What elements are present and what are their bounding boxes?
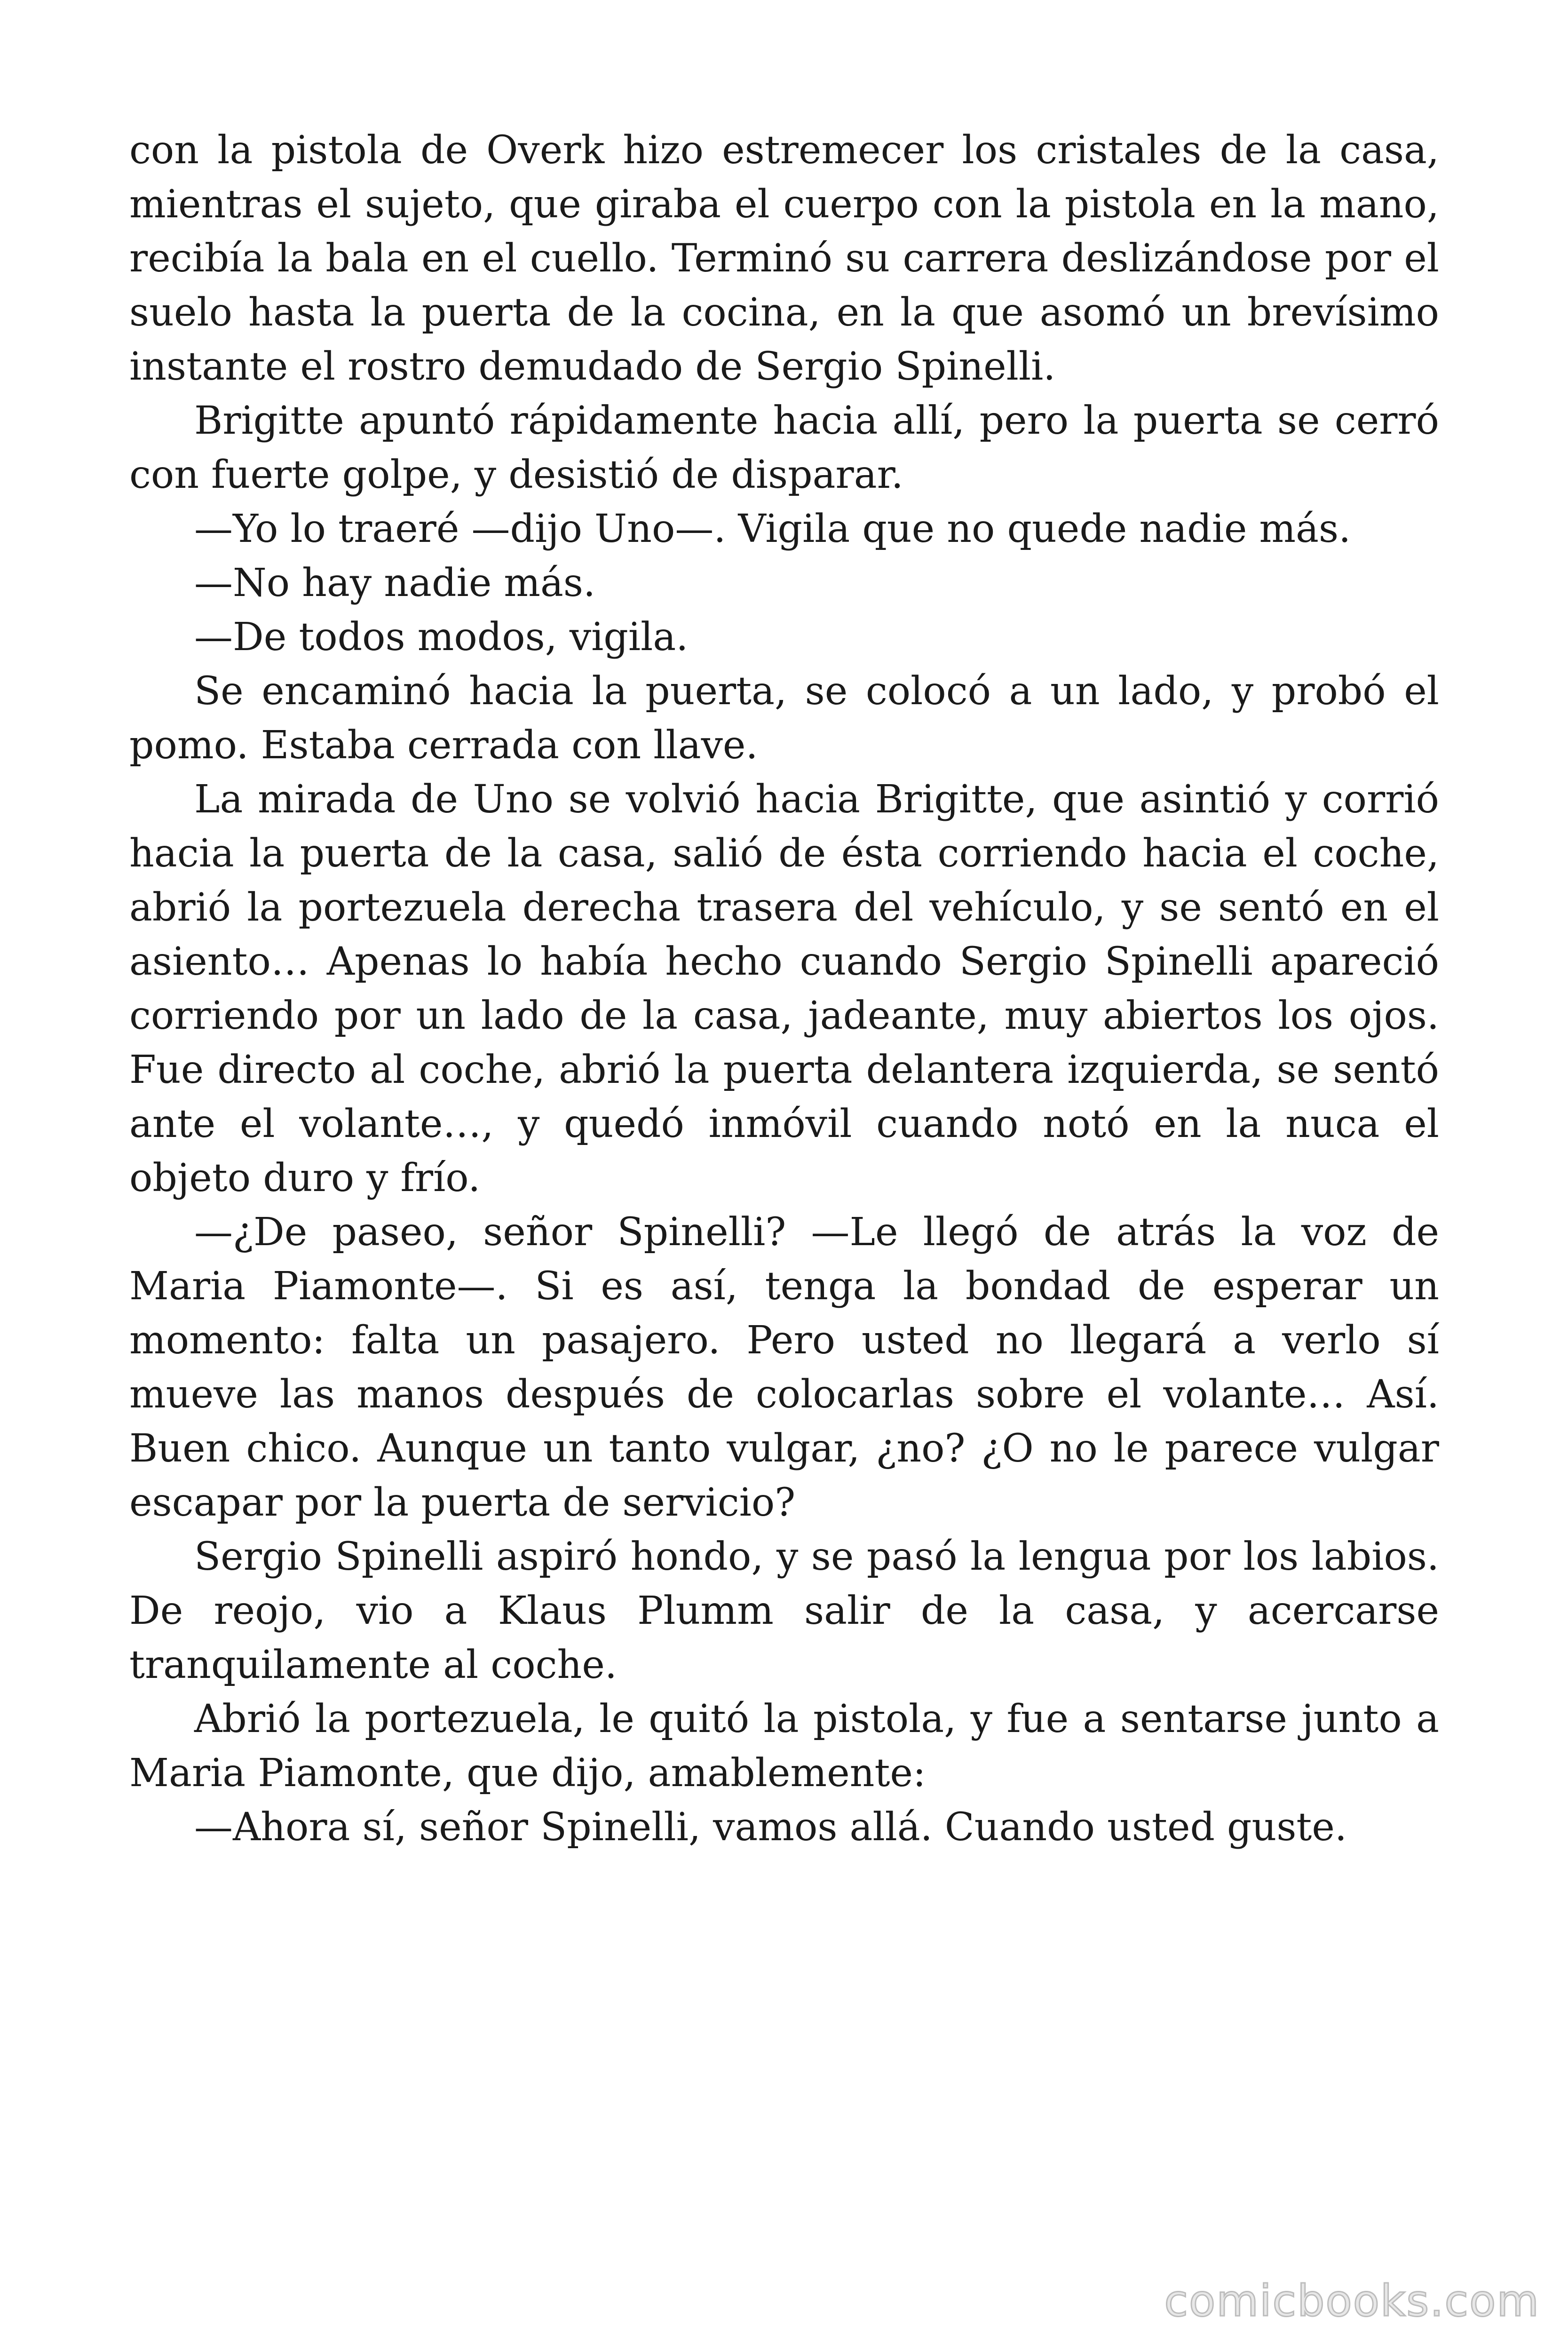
paragraph: La mirada de Uno se volvió hacia Brigitte, que asintió y corrió hacia la puerta de la casa, salió de ésta corriendo hacia el coche, abrió la portezuela derecha trasera del vehículo, y se sentó en el asiento… Apenas lo había hecho cuando Sergio Spinelli apareció corriendo por un lado de la casa, jadeante, muy abiertos los ojos. Fue directo al coche, abrió la puerta delantera izquierda, se sentó ante el volante…, y quedó inmóvil cuando notó en la nuca el objeto duro y frío. xyxy=(129,777,1439,1200)
paragraph: —Yo lo traeré —dijo Uno—. Vigila que no quede nadie más. xyxy=(194,507,1351,551)
paragraph: —De todos modos, vigila. xyxy=(194,615,689,660)
paragraph: —No hay nadie más. xyxy=(194,561,596,605)
paragraph: Se encaminó hacia la puerta, se colocó a un lado, y probó el pomo. Estaba cerrada con llave. xyxy=(129,669,1439,768)
paragraph: Abrió la portezuela, le quitó la pistola, y fue a sentarse junto a Maria Piamonte, que dijo, amablemente: xyxy=(129,1697,1439,1796)
paragraph: Sergio Spinelli aspiró hondo, y se pasó la lengua por los labios. De reojo, vio a Klaus Plumm salir de la casa, y acercarse tranquilamente al coche. xyxy=(129,1534,1439,1687)
paragraph: Brigitte apuntó rápidamente hacia allí, pero la puerta se cerró con fuerte golpe, y desistió de disparar. xyxy=(129,398,1439,497)
paragraph: con la pistola de Overk hizo estremecer los cristales de la casa, mientras el sujeto, que giraba el cuerpo con la pistola en la mano, recibía la bala en el cuello. Terminó su carrera deslizándose por el suelo hasta la puerta de la cocina, en la que asomó un brevísimo instante el rostro demudado de Sergio Spinelli. xyxy=(129,128,1439,389)
watermark: comicbooks.com xyxy=(1164,2276,1540,2326)
body-text xyxy=(129,123,1439,1854)
paragraph: —¿De paseo, señor Spinelli? —Le llegó de atrás la voz de Maria Piamonte—. Si es así, tenga la bondad de esperar un momento: falta un pasajero. Pero usted no llegará a verlo sí mueve las manos después de colocarlas sobre el volante… Así. Buen chico. Aunque un tanto vulgar, ¿no? ¿O no le parece vulgar escapar por la puerta de servicio? xyxy=(129,1210,1439,1525)
paragraph: —Ahora sí, señor Spinelli, vamos allá. Cuando usted guste. xyxy=(194,1805,1347,1850)
